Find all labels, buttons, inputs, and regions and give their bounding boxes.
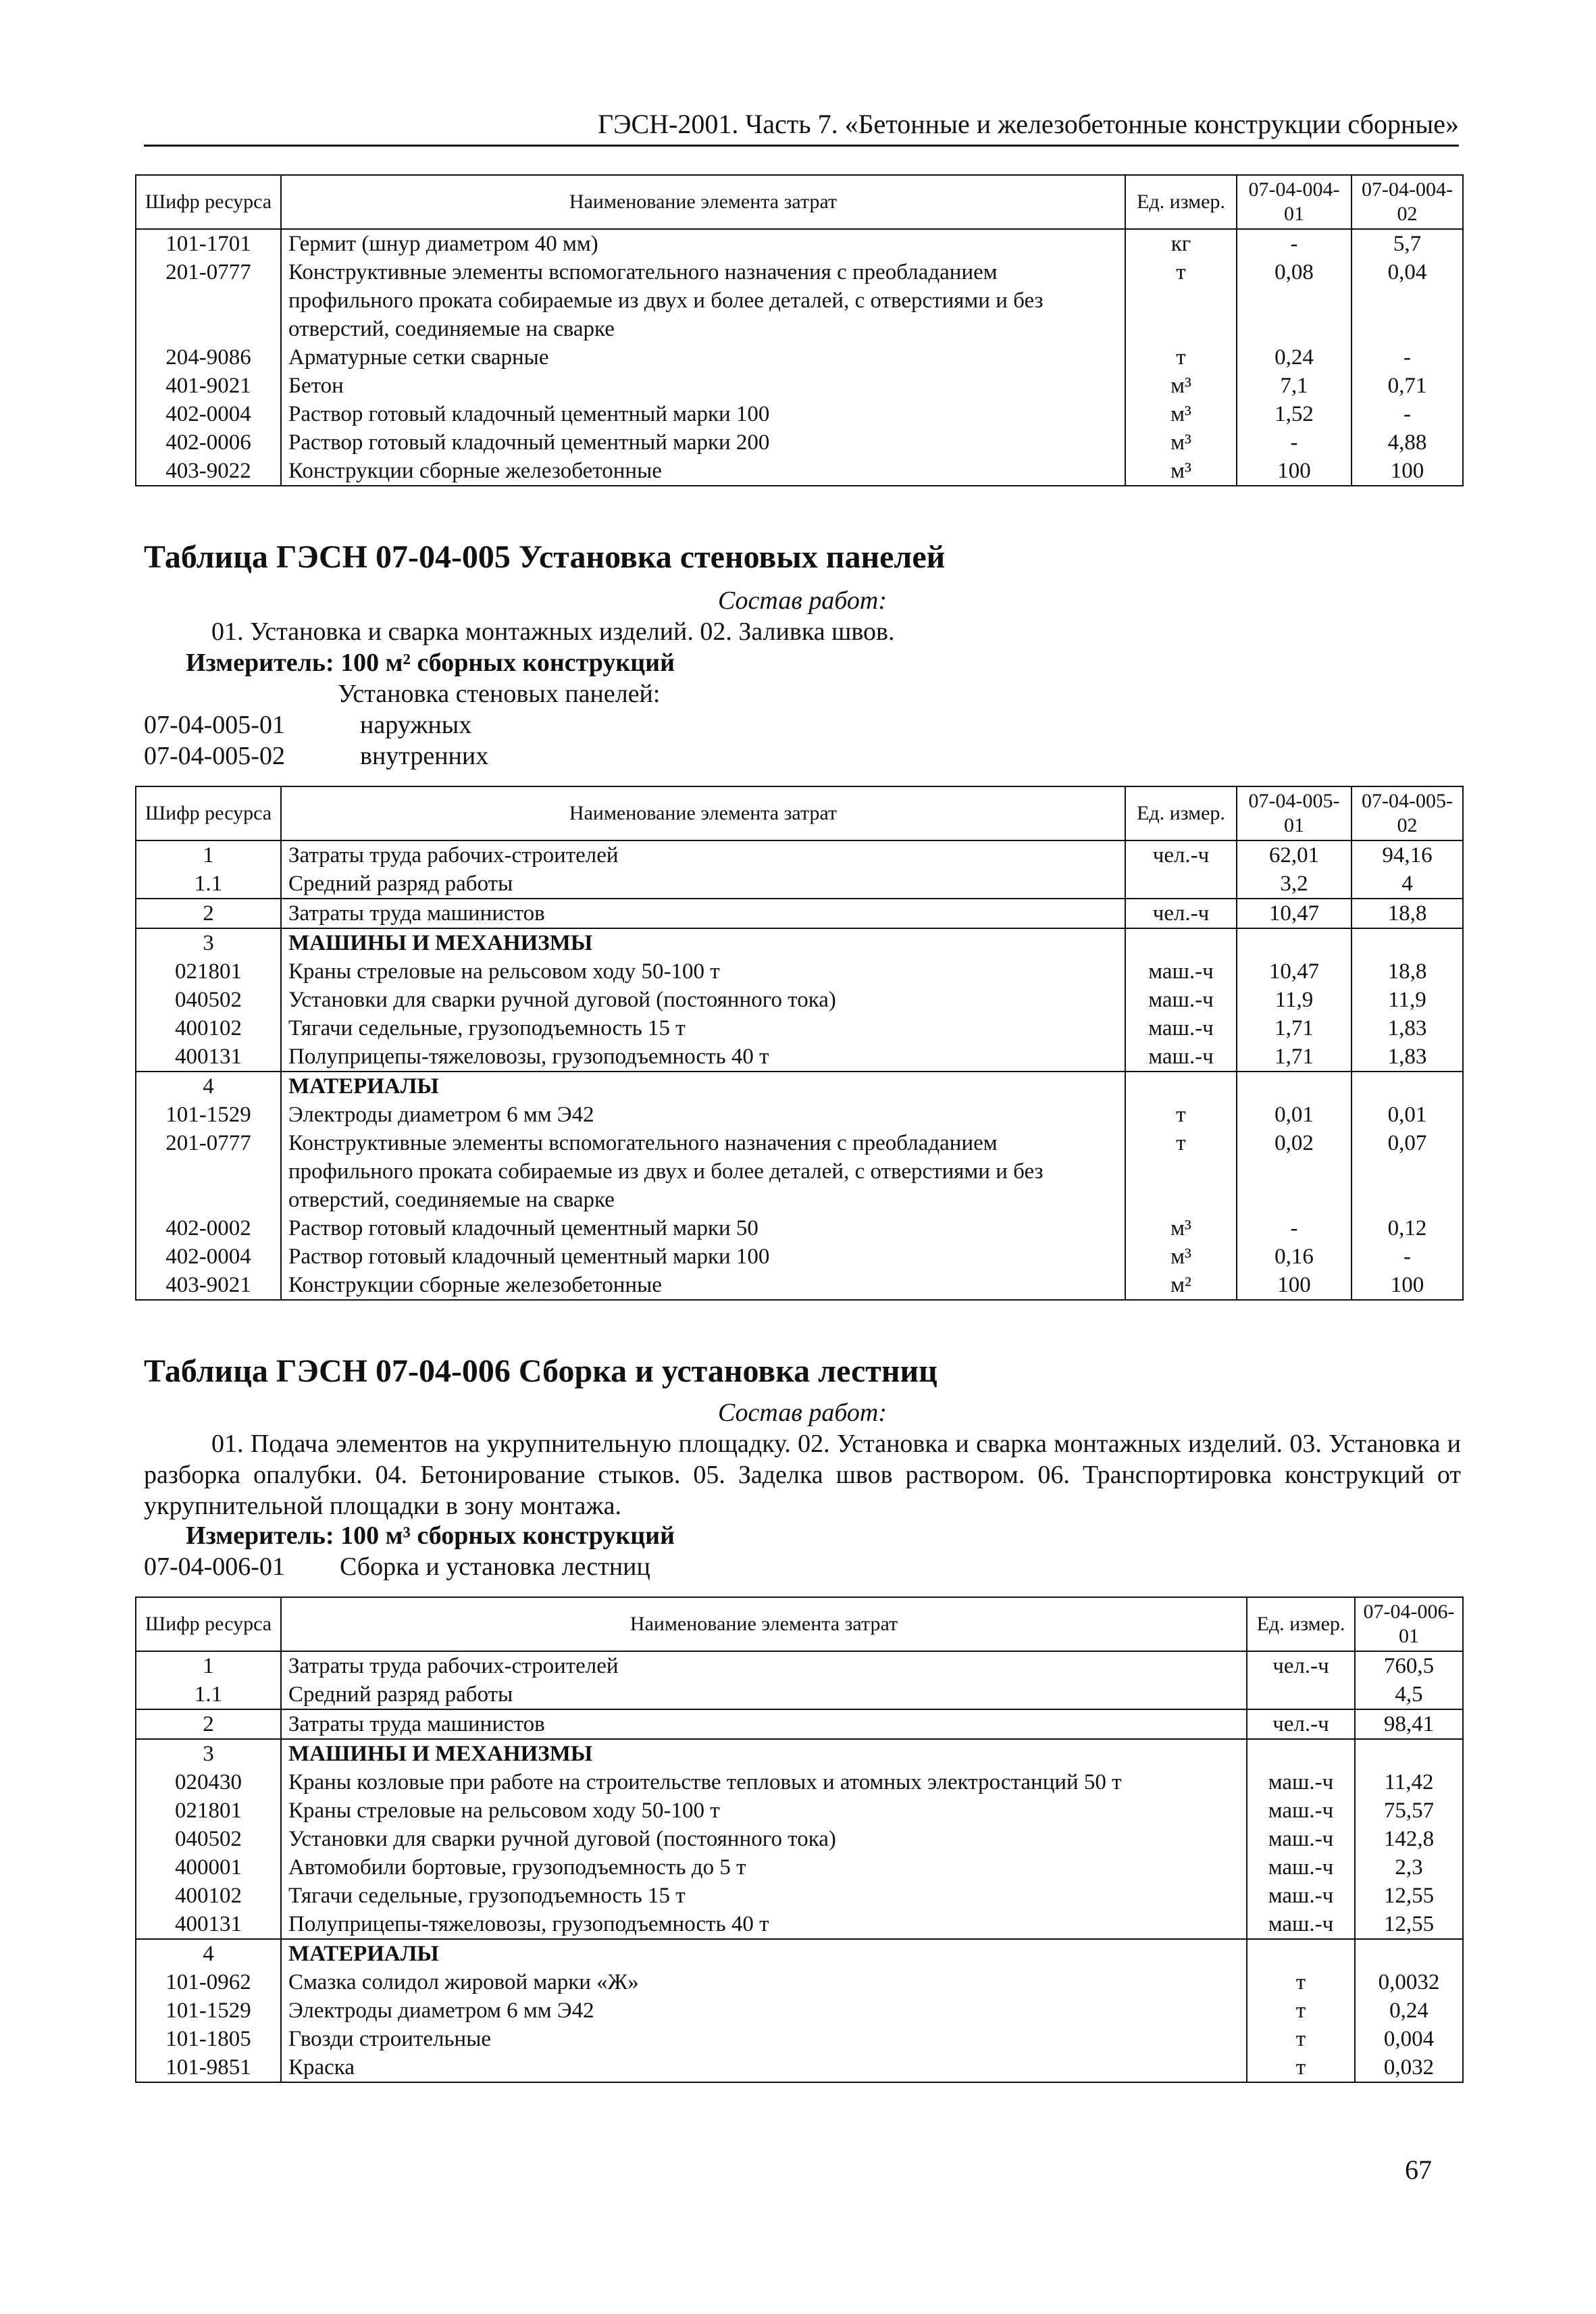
resource-name: Средний разряд работы — [281, 1680, 1247, 1709]
resource-code: 2 — [136, 1709, 281, 1739]
resource-code: 201-0777 — [136, 258, 281, 343]
unit-cell: т — [1247, 1968, 1355, 1996]
unit-cell: чел.-ч — [1247, 1651, 1355, 1680]
unit-cell: т — [1247, 1996, 1355, 2025]
value-col2: 94,16 — [1352, 840, 1463, 870]
table-row — [136, 840, 1463, 870]
header-col1: 07-04-006-01 — [1355, 1597, 1463, 1651]
value-col2: 1,83 — [1352, 1014, 1463, 1042]
resource-code: 402-0002 — [136, 1214, 281, 1242]
unit-cell: маш.-ч — [1247, 1910, 1355, 1939]
resource-name: Электроды диаметром 6 мм Э42 — [281, 1996, 1247, 2025]
resource-code: 021801 — [136, 957, 281, 986]
resource-name: Затраты труда машинистов — [281, 899, 1125, 928]
unit-cell: маш.-ч — [1125, 957, 1237, 986]
unit-cell: т — [1125, 1129, 1237, 1214]
table-row — [136, 258, 1463, 343]
group-row — [136, 1072, 1463, 1101]
unit-cell: чел.-ч — [1125, 899, 1237, 928]
table-header-row — [136, 786, 1463, 840]
table-header-row — [136, 175, 1463, 229]
unit-cell: т — [1125, 343, 1237, 372]
value-col1: - — [1237, 229, 1352, 258]
resource-code: 3 — [136, 1739, 281, 1768]
unit-cell: м³ — [1125, 457, 1237, 486]
table-row — [136, 400, 1463, 428]
resource-name: Средний разряд работы — [281, 870, 1125, 899]
resource-name: Краны козловые при работе на строительстве тепловых и атомных электростанций 50 т — [281, 1768, 1247, 1796]
value-col2: 0,01 — [1352, 1101, 1463, 1129]
table-row — [136, 1101, 1463, 1129]
section-005-measure: Измеритель: 100 м² сборных конструкций — [186, 649, 675, 677]
resource-name: Гермит (шнур диаметром 40 мм) — [281, 229, 1125, 258]
table-row — [136, 1271, 1463, 1300]
value-col1: 0,02 — [1237, 1129, 1352, 1214]
resource-name: Конструктивные элементы вспомогательного назначения с преобладанием профильного проката собираемые из двух и более деталей, с отверстиями и без отверстий, соединяемые на сварке — [281, 1129, 1125, 1214]
value-col2: 1,83 — [1352, 1042, 1463, 1072]
value-col1: - — [1237, 1214, 1352, 1242]
value-col2: 11,9 — [1352, 986, 1463, 1014]
value-col2: 0,04 — [1352, 258, 1463, 343]
value-col1: 0,24 — [1355, 1996, 1463, 2025]
resource-code: 403-9022 — [136, 457, 281, 486]
unit-cell — [1247, 1739, 1355, 1768]
table-row — [136, 372, 1463, 400]
resource-name: Краны стреловые на рельсовом ходу 50-100 т — [281, 1796, 1247, 1825]
header-col1: 07-04-004-01 — [1237, 175, 1352, 229]
table-row — [136, 1042, 1463, 1072]
table-row — [136, 986, 1463, 1014]
value-col2: 0,71 — [1352, 372, 1463, 400]
unit-cell: кг — [1125, 229, 1237, 258]
resource-code: 101-1701 — [136, 229, 281, 258]
value-col1: 100 — [1237, 457, 1352, 486]
variant-code: 07-04-005-01 — [144, 711, 285, 739]
resource-code: 101-1805 — [136, 2025, 281, 2053]
value-col1: 0,01 — [1237, 1101, 1352, 1129]
unit-cell: маш.-ч — [1247, 1796, 1355, 1825]
unit-cell: маш.-ч — [1247, 1768, 1355, 1796]
value-col1: 62,01 — [1237, 840, 1352, 870]
page-header: ГЭСН-2001. Часть 7. «Бетонные и железобетонные конструкции сборные» — [144, 107, 1459, 147]
resource-name: Арматурные сетки сварные — [281, 343, 1125, 372]
value-col1 — [1237, 928, 1352, 957]
header-col2: 07-04-005-02 — [1352, 786, 1463, 840]
unit-cell: маш.-ч — [1125, 1014, 1237, 1042]
value-col1: 98,41 — [1355, 1709, 1463, 1739]
table-row — [136, 2053, 1463, 2082]
table-row — [136, 1680, 1463, 1709]
table-row — [136, 1709, 1463, 1739]
unit-cell: м³ — [1125, 428, 1237, 457]
resource-code: 101-1529 — [136, 1101, 281, 1129]
header-name: Наименование элемента затрат — [281, 1597, 1247, 1651]
unit-cell: т — [1125, 1101, 1237, 1129]
header-unit: Ед. измер. — [1247, 1597, 1355, 1651]
value-col1: 0,004 — [1355, 2025, 1463, 2053]
resource-table-005 — [135, 786, 1464, 1301]
value-col1: 10,47 — [1237, 957, 1352, 986]
resource-name: Раствор готовый кладочный цементный марки 50 — [281, 1214, 1125, 1242]
resource-name: Раствор готовый кладочный цементный марки 200 — [281, 428, 1125, 457]
resource-code: 4 — [136, 1939, 281, 1968]
resource-name: Раствор готовый кладочный цементный марки 100 — [281, 400, 1125, 428]
variant-name: внутренних — [360, 742, 489, 770]
resource-name: Раствор готовый кладочный цементный марки 100 — [281, 1242, 1125, 1271]
resource-name: Тягачи седельные, грузоподъемность 15 т — [281, 1882, 1247, 1910]
value-col1: 100 — [1237, 1271, 1352, 1300]
resource-name: Затраты труда рабочих-строителей — [281, 1651, 1247, 1680]
value-col1: 11,9 — [1237, 986, 1352, 1014]
value-col1: 10,47 — [1237, 899, 1352, 928]
resource-name: Конструкции сборные железобетонные — [281, 1271, 1125, 1300]
table-row — [136, 957, 1463, 986]
variant-line — [144, 709, 471, 740]
resource-name: Затраты труда машинистов — [281, 1709, 1247, 1739]
resource-code: 1 — [136, 840, 281, 870]
resource-code: 400131 — [136, 1910, 281, 1939]
header-name: Наименование элемента затрат — [281, 175, 1125, 229]
group-row — [136, 928, 1463, 957]
value-col1: 7,1 — [1237, 372, 1352, 400]
unit-cell: чел.-ч — [1247, 1709, 1355, 1739]
unit-cell: м³ — [1125, 1242, 1237, 1271]
variant-code: 07-04-006-01 — [144, 1553, 285, 1581]
resource-name: МАШИНЫ И МЕХАНИЗМЫ — [281, 928, 1125, 957]
resource-code: 1.1 — [136, 1680, 281, 1709]
value-col2: 18,8 — [1352, 899, 1463, 928]
value-col2: 0,12 — [1352, 1214, 1463, 1242]
table-row — [136, 1996, 1463, 2025]
unit-cell: м³ — [1125, 1214, 1237, 1242]
resource-name: Краны стреловые на рельсовом ходу 50-100 т — [281, 957, 1125, 986]
header-name: Наименование элемента затрат — [281, 786, 1125, 840]
variant-name: наружных — [360, 711, 472, 739]
value-col2: 100 — [1352, 457, 1463, 486]
table-row — [136, 343, 1463, 372]
value-col1: 0,16 — [1237, 1242, 1352, 1271]
unit-cell — [1125, 928, 1237, 957]
value-col2: 5,7 — [1352, 229, 1463, 258]
variant-line — [144, 740, 488, 772]
resource-name: Полуприцепы-тяжеловозы, грузоподъемность 40 т — [281, 1042, 1125, 1072]
table-row — [136, 229, 1463, 258]
value-col2: - — [1352, 343, 1463, 372]
header-unit: Ед. измер. — [1125, 175, 1237, 229]
table-row — [136, 1014, 1463, 1042]
unit-cell: маш.-ч — [1247, 1882, 1355, 1910]
section-006-sostav-label: Состав работ: — [717, 1399, 887, 1427]
unit-cell: чел.-ч — [1125, 840, 1237, 870]
value-col2: 4,88 — [1352, 428, 1463, 457]
value-col2: 0,07 — [1352, 1129, 1463, 1214]
resource-name: Установки для сварки ручной дуговой (постоянного тока) — [281, 986, 1125, 1014]
value-col2: - — [1352, 400, 1463, 428]
resource-name: Гвозди строительные — [281, 2025, 1247, 2053]
resource-table-004 — [135, 174, 1464, 486]
resource-name: Автомобили бортовые, грузоподъемность до 5 т — [281, 1853, 1247, 1882]
resource-name: Конструкции сборные железобетонные — [281, 457, 1125, 486]
page-number: 67 — [1405, 2155, 1432, 2185]
resource-code: 402-0004 — [136, 400, 281, 428]
unit-cell: маш.-ч — [1247, 1825, 1355, 1853]
resource-code: 101-0962 — [136, 1968, 281, 1996]
unit-cell — [1247, 1680, 1355, 1709]
group-row — [136, 1939, 1463, 1968]
value-col1: 3,2 — [1237, 870, 1352, 899]
resource-code: 101-9851 — [136, 2053, 281, 2082]
value-col2 — [1352, 928, 1463, 957]
unit-cell: т — [1247, 2025, 1355, 2053]
table-row — [136, 1910, 1463, 1939]
resource-code: 400102 — [136, 1014, 281, 1042]
header-code: Шифр ресурса — [136, 786, 281, 840]
value-col1 — [1237, 1072, 1352, 1101]
table-row — [136, 428, 1463, 457]
resource-name: Тягачи седельные, грузоподъемность 15 т — [281, 1014, 1125, 1042]
section-005-subhead: Установка стеновых панелей: — [338, 680, 661, 708]
value-col1: - — [1237, 428, 1352, 457]
table-row — [136, 1853, 1463, 1882]
table-row — [136, 1242, 1463, 1271]
resource-name: Конструктивные элементы вспомогательного назначения с преобладанием профильного проката собираемые из двух и более деталей, с отверстиями и без отверстий, соединяемые на сварке — [281, 258, 1125, 343]
resource-code: 2 — [136, 899, 281, 928]
unit-cell: маш.-ч — [1247, 1853, 1355, 1882]
value-col1: 760,5 — [1355, 1651, 1463, 1680]
variant-line — [144, 1551, 650, 1582]
resource-code: 040502 — [136, 986, 281, 1014]
resource-name: Затраты труда рабочих-строителей — [281, 840, 1125, 870]
table-row — [136, 1968, 1463, 1996]
value-col1: 75,57 — [1355, 1796, 1463, 1825]
value-col1: 1,71 — [1237, 1042, 1352, 1072]
value-col1: 1,52 — [1237, 400, 1352, 428]
value-col2: - — [1352, 1242, 1463, 1271]
header-col1: 07-04-005-01 — [1237, 786, 1352, 840]
resource-name: Бетон — [281, 372, 1125, 400]
resource-name: Краска — [281, 2053, 1247, 2082]
table-header-row — [136, 1597, 1463, 1651]
resource-code: 403-9021 — [136, 1271, 281, 1300]
unit-cell: маш.-ч — [1125, 986, 1237, 1014]
table-row — [136, 1214, 1463, 1242]
value-col1: 0,08 — [1237, 258, 1352, 343]
resource-code: 1 — [136, 1651, 281, 1680]
resource-code: 204-9086 — [136, 343, 281, 372]
resource-name: МАТЕРИАЛЫ — [281, 1072, 1125, 1101]
unit-cell — [1125, 870, 1237, 899]
value-col1: 0,0032 — [1355, 1968, 1463, 1996]
section-005-sostav-label: Состав работ: — [717, 586, 887, 615]
resource-name: Электроды диаметром 6 мм Э42 — [281, 1101, 1125, 1129]
section-006-works: 01. Подача элементов на укрупнительную площадку. 02. Установка и сварка монтажных изделий. 03. Установка и разборка опалубки. 04. Бетонирование стыков. 05. Заделка швов раствором. 06. Транспортировка конструкций от укрупнительной площадки в зону монтажа. — [144, 1430, 1461, 1520]
value-col1: 11,42 — [1355, 1768, 1463, 1796]
resource-code: 400001 — [136, 1853, 281, 1882]
table-row — [136, 1825, 1463, 1853]
table-row — [136, 457, 1463, 486]
unit-cell — [1247, 1939, 1355, 1968]
variant-code: 07-04-005-02 — [144, 742, 285, 770]
unit-cell: м³ — [1125, 372, 1237, 400]
value-col1 — [1355, 1939, 1463, 1968]
table-row — [136, 899, 1463, 928]
value-col2: 18,8 — [1352, 957, 1463, 986]
value-col2: 100 — [1352, 1271, 1463, 1300]
section-006-title: Таблица ГЭСН 07-04-006 Сборка и установка лестниц — [144, 1353, 937, 1389]
unit-cell: т — [1247, 2053, 1355, 2082]
value-col1: 12,55 — [1355, 1882, 1463, 1910]
resource-code: 021801 — [136, 1796, 281, 1825]
unit-cell: маш.-ч — [1125, 1042, 1237, 1072]
value-col1: 12,55 — [1355, 1910, 1463, 1939]
resource-code: 040502 — [136, 1825, 281, 1853]
resource-code: 020430 — [136, 1768, 281, 1796]
resource-name: МАТЕРИАЛЫ — [281, 1939, 1247, 1968]
group-row — [136, 1739, 1463, 1768]
value-col1: 4,5 — [1355, 1680, 1463, 1709]
header-code: Шифр ресурса — [136, 1597, 281, 1651]
resource-code: 402-0004 — [136, 1242, 281, 1271]
resource-code: 400102 — [136, 1882, 281, 1910]
resource-code: 201-0777 — [136, 1129, 281, 1214]
table-row — [136, 1129, 1463, 1214]
resource-name: Установки для сварки ручной дуговой (постоянного тока) — [281, 1825, 1247, 1853]
unit-cell: м² — [1125, 1271, 1237, 1300]
resource-name: Полуприцепы-тяжеловозы, грузоподъемность 40 т — [281, 1910, 1247, 1939]
value-col1: 2,3 — [1355, 1853, 1463, 1882]
unit-cell: м³ — [1125, 400, 1237, 428]
section-006-measure: Измеритель: 100 м³ сборных конструкций — [186, 1521, 675, 1550]
resource-code: 400131 — [136, 1042, 281, 1072]
value-col2: 4 — [1352, 870, 1463, 899]
resource-code: 401-9021 — [136, 372, 281, 400]
value-col1 — [1355, 1739, 1463, 1768]
resource-code: 4 — [136, 1072, 281, 1101]
header-unit: Ед. измер. — [1125, 786, 1237, 840]
value-col1: 142,8 — [1355, 1825, 1463, 1853]
unit-cell — [1125, 1072, 1237, 1101]
resource-code: 1.1 — [136, 870, 281, 899]
header-col2: 07-04-004-02 — [1352, 175, 1463, 229]
value-col1: 1,71 — [1237, 1014, 1352, 1042]
table-row — [136, 1768, 1463, 1796]
resource-table-006 — [135, 1596, 1464, 2083]
table-row — [136, 1882, 1463, 1910]
resource-name: Смазка солидол жировой марки «Ж» — [281, 1968, 1247, 1996]
resource-code: 3 — [136, 928, 281, 957]
header-code: Шифр ресурса — [136, 175, 281, 229]
resource-name: МАШИНЫ И МЕХАНИЗМЫ — [281, 1739, 1247, 1768]
value-col1: 0,24 — [1237, 343, 1352, 372]
table-row — [136, 1651, 1463, 1680]
variant-name: Сборка и установка лестниц — [340, 1553, 650, 1581]
table-row — [136, 1796, 1463, 1825]
table-row — [136, 870, 1463, 899]
unit-cell: т — [1125, 258, 1237, 343]
value-col1: 0,032 — [1355, 2053, 1463, 2082]
section-005-title: Таблица ГЭСН 07-04-005 Установка стеновых панелей — [144, 539, 946, 575]
resource-code: 402-0006 — [136, 428, 281, 457]
value-col2 — [1352, 1072, 1463, 1101]
resource-code: 101-1529 — [136, 1996, 281, 2025]
table-row — [136, 2025, 1463, 2053]
section-005-works: 01. Установка и сварка монтажных изделий. 02. Заливка швов. — [211, 618, 895, 646]
